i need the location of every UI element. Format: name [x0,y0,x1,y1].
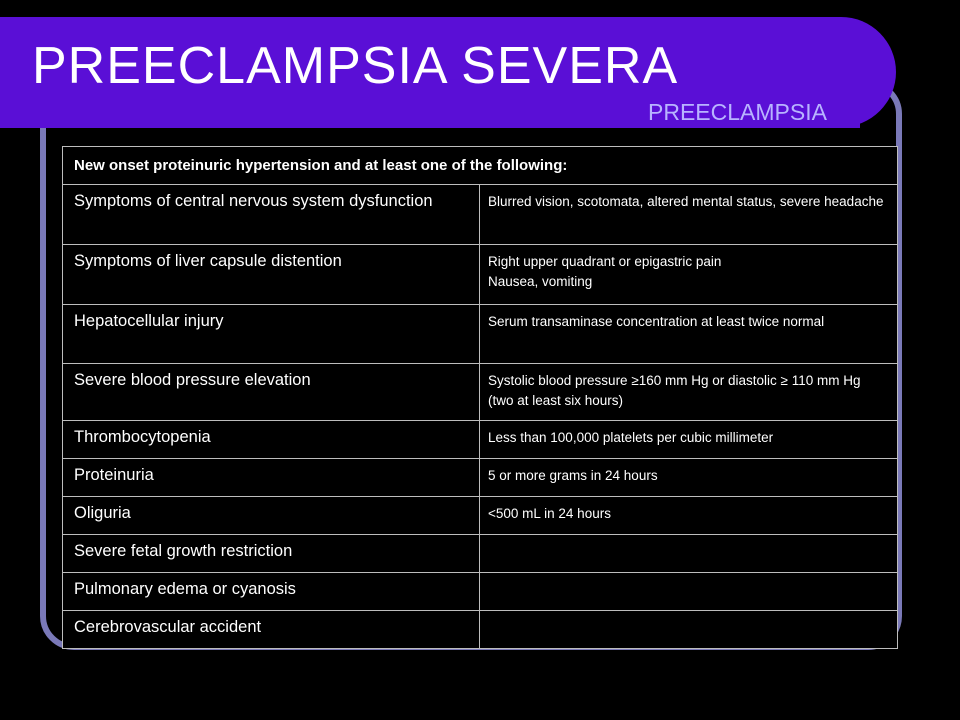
detail-line: Nausea, vomiting [488,274,593,290]
condition-cell: Proteinuria [63,459,480,497]
table-row [63,421,898,459]
detail-cell [480,364,898,421]
condition-cell: Pulmonary edema or cyanosis [63,573,480,611]
table-row [63,185,898,245]
condition-cell: Thrombocytopenia [63,421,480,459]
condition-cell: Hepatocellular injury [63,305,480,364]
detail-line: Systolic blood pressure ≥160 mm Hg or diastolic ≥ 110 mm Hg (two at least six hours) [488,373,861,409]
table-row [63,305,898,364]
detail-cell [480,421,898,459]
table-row [63,611,898,649]
condition-cell: Severe fetal growth restriction [63,535,480,573]
table-header-row [63,147,898,185]
table-header: New onset proteinuric hypertension and at least one of the following: [63,147,898,185]
detail-cell [480,185,898,245]
table-row [63,497,898,535]
detail-cell [480,305,898,364]
detail-line: Right upper quadrant or epigastric pain [488,254,722,269]
table-row [63,245,898,305]
slide-title: PREECLAMPSIA SEVERA [32,37,679,95]
condition-cell: Cerebrovascular accident [63,611,480,649]
detail-line: <500 mL in 24 hours [488,506,611,521]
table-row [63,573,898,611]
detail-cell [480,497,898,535]
condition-cell: Severe blood pressure elevation [63,364,480,421]
detail-cell [480,611,898,649]
detail-line: Less than 100,000 platelets per cubic millimeter [488,430,774,445]
table-row [63,535,898,573]
table-row [63,364,898,421]
detail-line: Serum transaminase concentration at least twice normal [488,314,825,329]
detail-cell [480,245,898,305]
detail-line: Blurred vision, scotomata, altered mental status, severe headache [488,194,884,209]
detail-cell [480,535,898,573]
detail-cell [480,459,898,497]
detail-cell [480,573,898,611]
table-row [63,459,898,497]
condition-cell: Symptoms of central nervous system dysfunction [63,185,480,245]
slide-subtitle: PREECLAMPSIA [648,99,827,125]
condition-cell: Symptoms of liver capsule distention [63,245,480,305]
criteria-table [62,146,898,649]
detail-line: 5 or more grams in 24 hours [488,468,658,483]
condition-cell: Oliguria [63,497,480,535]
